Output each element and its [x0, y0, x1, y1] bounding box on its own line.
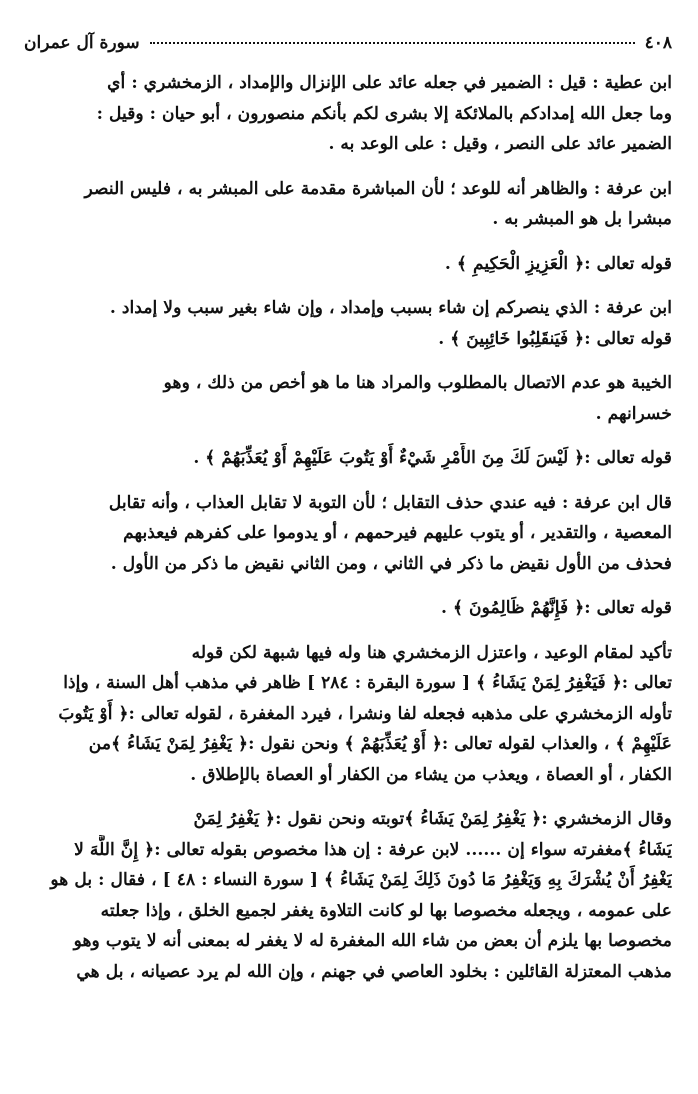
text-line: تأكيد لمقام الوعيد ، واعتزل الزمخشري هنا وله فيها شبهة لكن قوله [191, 642, 672, 663]
text-line: عَلَيْهِمْ ﴾ ، والعذاب لقوله تعالى :﴿ أَوْ يُعَذِّبَهُمْ ﴾ ونحن نقول :﴿ يَغْفِرُ لِمَنْ يَشَاءُ ﴾من [88, 734, 672, 754]
text-line: قوله تعالى :﴿ لَيْسَ لَكَ مِنَ الأَمْرِ شَيْءٌ أَوْ يَتُوبَ عَلَيْهِمْ أَوْ يُعَذِّبَهُمْ ﴾ . [193, 448, 672, 468]
paragraph [24, 638, 672, 791]
text-line: المعصية ، والتقدير ، أو يتوب عليهم فيرحمهم ، أو يدوموا على كفرهم فيعذبهم [123, 523, 672, 543]
text-line: قوله تعالى :﴿ فَإِنَّهُمْ ظَالِمُونَ ﴾ . [441, 598, 672, 618]
paragraph [24, 174, 672, 235]
text-line: قال ابن عرفة : فيه عندي حذف التقابل ؛ لأن التوبة لا تقابل العذاب ، وأنه تقابل [108, 492, 672, 513]
text-line: وقال الزمخشري :﴿ يَغْفِرُ لِمَنْ يَشَاءُ ﴾توبته ونحن نقول :﴿ يَغْفِرُ لِمَنْ [193, 809, 672, 829]
text-line: مخصوصا بها يلزم أن بعض من شاء الله المغفرة له لا يغفر له بمعنى أنه لا يتوب وهو [73, 931, 672, 951]
paragraph [24, 804, 672, 987]
text-line: قوله تعالى :﴿ الْعَزِيزِ الْحَكِيمِ ﴾ . [444, 253, 672, 274]
running-title: سورة آل عمران [24, 33, 140, 53]
page-number: ٤٠٨ [644, 33, 672, 53]
text-line: الكفار ، أو العصاة ، ويعذب من يشاء من الكفار أو العصاة بالإطلاق . [190, 764, 672, 785]
text-line: فحذف من الأول نقيض ما ذكر في الثاني ، ومن الثاني نقيض ما ذكر من الأول . [110, 553, 672, 574]
text-line: مذهب المعتزلة القائلين : بخلود العاصي في جهنم ، وإن الله لم يرد عصيانه ، بل هي [76, 961, 672, 982]
text-line: ابن عرفة : الذي ينصركم إن شاء بسبب وإمداد ، وإن شاء بغير سبب ولا إمداد . [109, 298, 672, 318]
paragraph [24, 593, 672, 624]
page-header [24, 30, 672, 56]
text-line: ابن عرفة : والظاهر أنه للوعد ؛ لأن المباشرة مقدمة على المبشر به ، فليس النصر [84, 178, 672, 199]
paragraph [24, 443, 672, 474]
text-line: الخيبة هو عدم الاتصال بالمطلوب والمراد هنا ما هو أخص من ذلك ، وهو [163, 373, 672, 393]
text-line: يَغْفِرُ أَنْ يُشْرَكَ بِهِ وَيَغْفِرُ مَا دُونَ ذَلِكَ لِمَنْ يَشَاءُ ﴾ [ سورة النساء : ٤٨ ] ، فقال : بل هو [50, 870, 672, 890]
paragraph [24, 249, 672, 280]
text-line: تأوله الزمخشري على مذهبه فجعله لفا ونشرا ، فيرد المغفرة ، لقوله تعالى :﴿ أَوْ يَتُوبَ [58, 703, 672, 724]
text-line: وما جعل الله إمدادكم بالملائكة إلا بشرى لكم بأنكم منصورون ، أبو حيان : وقيل : [96, 103, 672, 124]
header-dotted-rule [150, 42, 635, 44]
paragraph [24, 368, 672, 429]
text-line: يَشَاءُ ﴾مغفرته سواء إن ...... لابن عرفة : إن هذا مخصوص بقوله تعالى :﴿ إِنَّ اللَّهَ لا [74, 839, 672, 860]
paragraph [24, 488, 672, 580]
paragraph [24, 68, 672, 160]
text-line: خسرانهم . [595, 403, 672, 424]
text-line: قوله تعالى :﴿ فَيَنقَلِبُوا خَائِبِينَ ﴾ . [438, 328, 672, 349]
paragraph [24, 293, 672, 354]
text-line: الضمير عائد على النصر ، وقيل : على الوعد به . [328, 134, 672, 154]
text-line: ابن عطية : قيل : الضمير في جعله عائد على الإنزال والإمداد ، الزمخشري : أي [107, 73, 672, 93]
text-line: مبشرا بل هو المبشر به . [492, 209, 672, 229]
body-text [24, 68, 672, 987]
text-line: على عمومه ، ويجعله مخصوصا بها لو كانت التلاوة يغفر لجميع الخلق ، وإذا جعلته [100, 900, 672, 921]
text-line: تعالى :﴿ فَيَغْفِرُ لِمَنْ يَشَاءُ ﴾ [ سورة البقرة : ٢٨٤ ] ظاهر في مذهب أهل السنة ، وإذا [63, 673, 672, 693]
